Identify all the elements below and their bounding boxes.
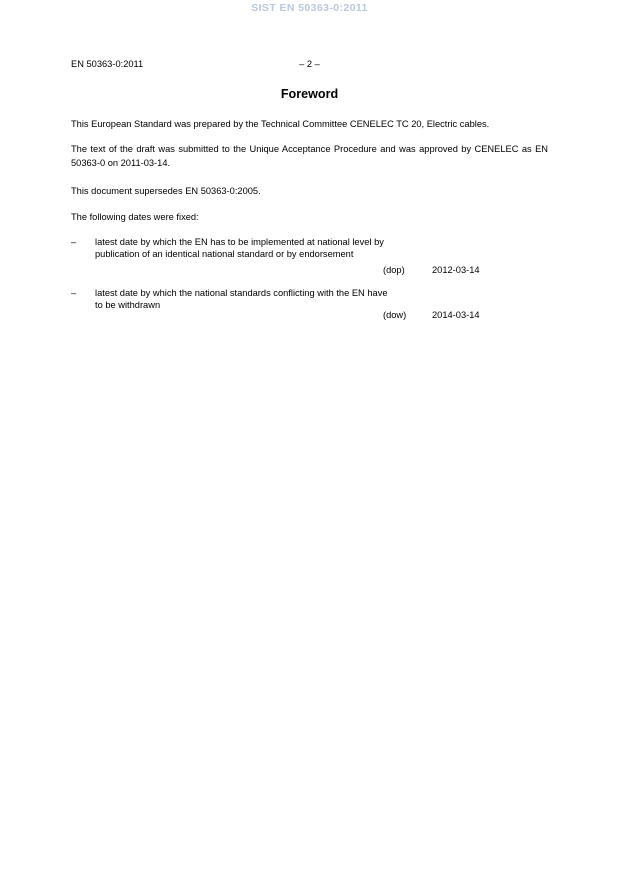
- date-item-text: latest date by which the EN has to be implemented at national level by publication of an identical national standard or by endorsement: [95, 237, 384, 260]
- list-bullet: –: [71, 237, 77, 247]
- paragraph-prepared-by: This European Standard was prepared by the Technical Committee CENELEC TC 20, Electric cables.: [71, 119, 490, 129]
- date-item-code: (dop): [383, 265, 405, 275]
- watermark-text: SIST EN 50363-0:2011: [251, 2, 368, 14]
- date-item-code: (dow): [383, 310, 407, 320]
- list-bullet: –: [71, 288, 77, 298]
- header-standard-number: EN 50363-0:2011: [71, 59, 144, 69]
- date-item-date: 2014-03-14: [432, 310, 480, 320]
- date-item-date: 2012-03-14: [432, 265, 480, 275]
- date-item-text: latest date by which the national standards conflicting with the EN have to be withdrawn: [95, 288, 388, 311]
- paragraph-dates-intro: The following dates were fixed:: [71, 212, 199, 222]
- page-title: Foreword: [280, 87, 339, 101]
- paragraph-supersedes: This document supersedes EN 50363-0:2005.: [71, 186, 261, 196]
- paragraph-approval: The text of the draft was submitted to the Unique Acceptance Procedure and was approved by CENELEC as EN 50363-0 on 2011-03-14.: [71, 144, 548, 168]
- header-page-number: – 2 –: [299, 59, 320, 69]
